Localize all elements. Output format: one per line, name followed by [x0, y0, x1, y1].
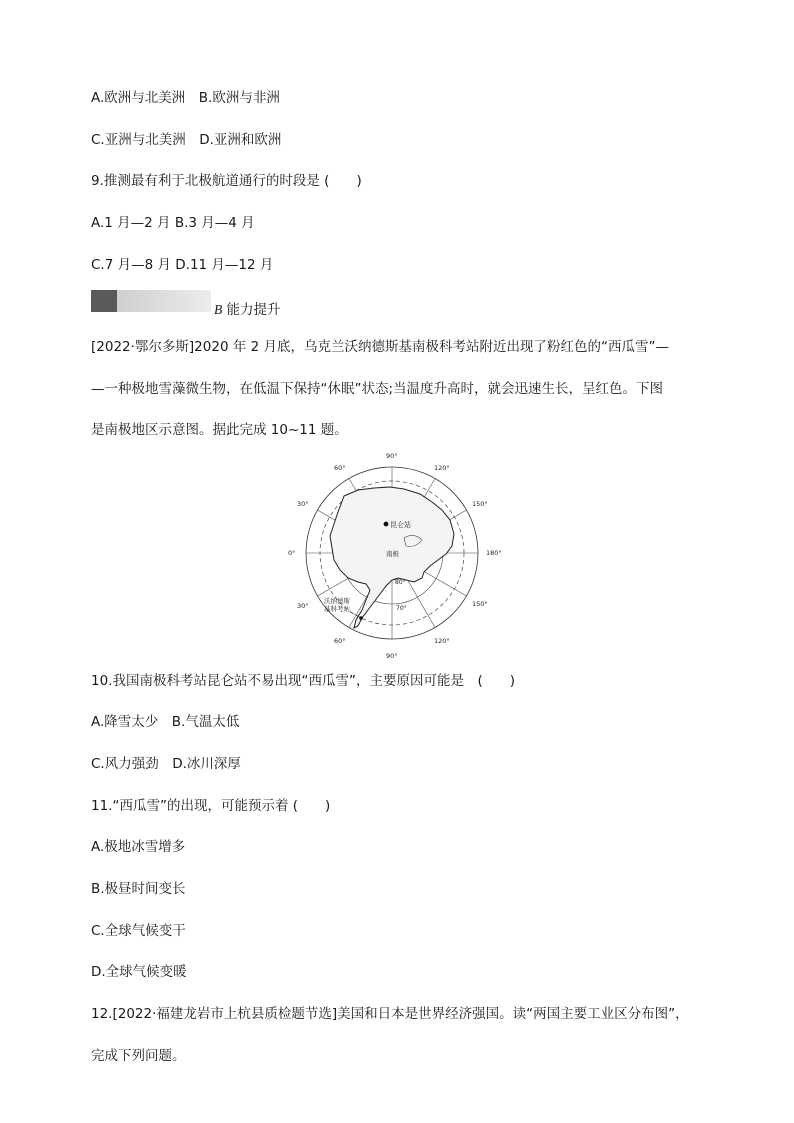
q10-options-line1: A.降雪太少 B.气温太低 — [91, 714, 240, 730]
q9-options-line1: A.1 月—2 月 B.3 月—4 月 — [91, 215, 255, 231]
passage-line3: 是南极地区示意图。据此完成 10~11 题。 — [91, 422, 348, 438]
lon-lower-right: 150° — [472, 600, 488, 608]
section-bar-dark-block — [91, 290, 117, 312]
lat-70-label: 70° — [396, 605, 407, 612]
section-bar-light-block — [117, 290, 211, 312]
vernadsky-label-line1: 沃纳德斯 — [324, 597, 350, 605]
lon-top-right: 120° — [434, 464, 450, 472]
section-letter: B — [214, 302, 223, 317]
q12-stem-line2: 完成下列问题。 — [91, 1048, 186, 1064]
lon-bottom-right: 120° — [434, 637, 450, 645]
lon-top-left: 60° — [334, 464, 346, 472]
antarctica-map — [282, 448, 512, 663]
lon-upper-right: 150° — [472, 500, 488, 508]
passage-line1: [2022·鄂尔多斯]2020 年 2 月底，乌克兰沃纳德斯基南极科考站附近出现了粉红色的“西瓜雪”— — [91, 339, 669, 355]
lat-80-label: 80° — [395, 579, 406, 586]
q10-stem: 10.我国南极科考站昆仑站不易出现“西瓜雪”，主要原因可能是 ( ) — [91, 673, 515, 689]
q11-option-a: A.极地冰雪增多 — [91, 839, 186, 855]
lon-upper-left: 30° — [297, 500, 309, 508]
pole-label: 南极 — [386, 550, 399, 558]
vernadsky-label-line2: 基科考站 — [324, 605, 350, 613]
lon-top: 90° — [386, 452, 398, 460]
q11-option-b: B.极昼时间变长 — [91, 881, 186, 897]
q12-stem-line1: 12.[2022·福建龙岩市上杭县质检题节选]美国和日本是世界经济强国。读“两国主要工业区分布图”， — [91, 1006, 689, 1022]
q10-options-line2: C.风力强劲 D.冰川深厚 — [91, 756, 241, 772]
lon-left: 0° — [288, 549, 296, 557]
vernadsky-leader-line — [350, 612, 360, 617]
section-header-bar — [91, 290, 211, 312]
q8-options-line1: A.欧洲与北美洲 B.欧洲与非洲 — [91, 90, 280, 106]
q11-option-d: D.全球气候变暖 — [91, 964, 187, 980]
lon-lower-left: 30° — [297, 602, 309, 610]
q9-stem: 9.推测最有利于北极航道通行的时段是 ( ) — [91, 173, 362, 189]
section-title — [214, 298, 281, 318]
lon-bottom: 90° — [386, 652, 398, 660]
kunlun-station-marker — [384, 522, 389, 527]
lon-right: 180° — [486, 549, 502, 557]
section-title-text: 能力提升 — [222, 302, 281, 318]
q11-option-c: C.全球气候变干 — [91, 923, 186, 939]
lon-bottom-left: 60° — [334, 637, 346, 645]
q9-options-line2: C.7 月—8 月 D.11 月—12 月 — [91, 257, 274, 273]
q8-options-line2: C.亚洲与北美洲 D.亚洲和欧洲 — [91, 132, 282, 148]
q11-stem: 11.“西瓜雪”的出现，可能预示着 ( ) — [91, 798, 331, 814]
passage-line2: —一种极地雪藻微生物，在低温下保持“休眠”状态;当温度升高时，就会迅速生长，呈红色。下图 — [91, 381, 664, 397]
kunlun-station-label: 昆仑站 — [390, 521, 411, 529]
